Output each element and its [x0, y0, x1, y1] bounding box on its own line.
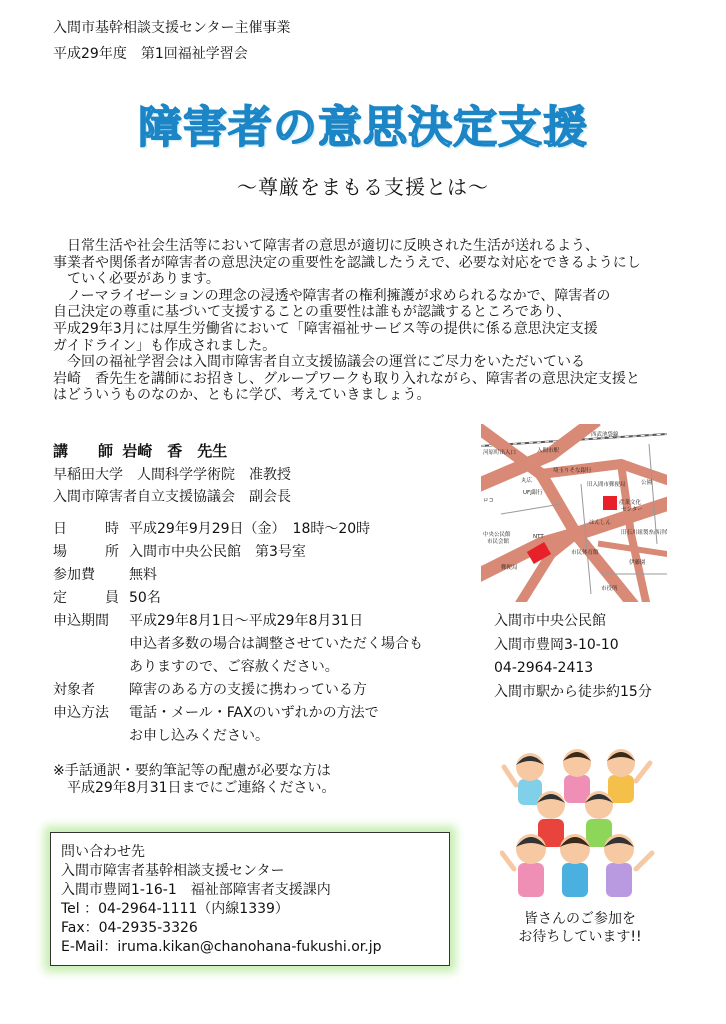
culture-center-marker: [603, 496, 617, 510]
map-label: ロコ: [483, 498, 495, 504]
venue-access: 入間市駅から徒歩約15分: [494, 683, 652, 700]
lecturer-affiliation: 早稲田大学 人間科学学術院 准教授: [53, 467, 291, 483]
contact-box: [50, 832, 450, 966]
map-label: 中央公民館: [483, 532, 511, 538]
note-line: ※手話通訳・要約筆記等の配慮が必要な方は: [53, 763, 331, 779]
map-label: 伊藤園: [629, 560, 646, 566]
map-label: 市民体育館: [571, 550, 599, 556]
sub-title: ～尊厳をまもる支援とは～: [237, 175, 489, 199]
venue-info: [494, 610, 652, 704]
contact-email[interactable]: E-Mail：iruma.kikan@chanohana-fukushi.or.jp: [61, 939, 382, 955]
note-line: 平成29年8月31日までにご連絡ください。: [53, 780, 336, 796]
lecturer-row: [53, 440, 291, 462]
venue-address: 入間市豊岡3-10-10: [494, 636, 619, 653]
contact-fax: Fax：04-2935-3326: [61, 920, 198, 936]
map-label: 旧石川組製糸西洋館: [621, 530, 667, 536]
map-label: UFJ銀行: [523, 490, 543, 496]
intro-line: はどういうものなのか、ともに学び、考えていきましょう。: [53, 387, 431, 404]
map-label: 郵便局: [501, 565, 518, 571]
contact-org: 入間市障害者基幹相談支援センター: [61, 863, 285, 879]
lecturer-label: 講 師: [53, 442, 114, 460]
intro-line: 平成29年3月には厚生労働省において「障害福祉サービス等の提供に係る意思決定支援: [53, 320, 598, 337]
venue-map: [481, 424, 667, 602]
map-label: 公園: [641, 480, 653, 486]
map-label: 旧入間市郵便局: [587, 482, 626, 488]
intro-line: ていく必要があります。: [67, 271, 220, 288]
map-label: 河原町出入口: [483, 450, 517, 456]
contact-address: 入間市豊岡1-16-1 福祉部障害者支援課内: [61, 882, 331, 898]
organizer-line: 入間市基幹相談支援センター主催事業: [53, 20, 291, 36]
lecturer-name: 岩崎 香 先生: [122, 442, 228, 460]
contact-tel: Tel ：04-2964-1111（内線1339）: [61, 901, 289, 917]
closing-message: 皆さんのご参加を お待ちしています!!: [518, 911, 642, 945]
lecturer-affiliation: 入間市障害者自立支援協議会 副会長: [53, 489, 291, 505]
map-label: 産業文化: [619, 500, 642, 506]
map-label: はんしん: [589, 520, 612, 526]
event-name: 平成29年度 第1回福祉学習会: [53, 46, 248, 62]
map-label: 市民会館: [487, 539, 510, 545]
intro-line: 今回の福祉学習会は入間市障害者自立支援協議会の運営にご尽力をいただいている: [67, 354, 585, 371]
contact-heading: 問い合わせ先: [61, 844, 145, 860]
map-label: センター: [621, 507, 643, 513]
venue-phone: 04-2964-2413: [494, 660, 594, 676]
accommodation-note: [53, 763, 336, 797]
intro-line: 事業者や関係者が障害者の意思決定の重要性を認識したうえで、必要な対応をできるようにし: [53, 254, 641, 271]
map-label: NTT: [533, 534, 544, 540]
map-label: 入間市駅: [537, 448, 560, 454]
intro-line: 岩崎 香先生を講師にお招きし、グループワークも取り入れながら、障害者の意思決定支援と: [53, 370, 640, 387]
map-graphic: [481, 424, 667, 602]
main-title: 障害者の意思決定支援: [138, 102, 588, 153]
lecturer-section: [53, 440, 291, 508]
intro-line: ノーマライゼーションの理念の浸透や障害者の権利擁護が求められるなかで、障害者の: [67, 287, 611, 304]
intro-line: 自己決定の尊重に基づいて支援することの重要性は誰もが認識するところであり、: [53, 304, 571, 321]
venue-name: 入間市中央公民館: [494, 613, 606, 629]
map-label: 埼玉りそな銀行: [553, 468, 592, 474]
event-info: 日 時 平成29年9月29日（金） 18時～20時 場 所 入間市中央公民館 第3号室 参加費 無料 定 員 50名 申込期間 平成29年8月1日～平成29年8月31日 申込者多数の場合は調整させていただく場合も ありますので、ご容赦ください。 対象者 障害のある方の支援に携わっている方 申込方法 電話・メール・FAXのいずれかの方法で お申し込みください。: [53, 521, 423, 744]
children-illustration: [500, 745, 660, 905]
map-label: 丸広: [521, 478, 533, 484]
intro-text: [53, 238, 693, 404]
intro-line: ガイドライン」も作成されました。: [53, 337, 277, 354]
map-label: 市役所: [601, 586, 618, 592]
map-label: 西武池袋線: [591, 432, 619, 438]
kids-group-icon: [502, 749, 652, 897]
intro-line: 日常生活や社会生活等において障害者の意思が適切に反映された生活が送れるよう、: [67, 238, 599, 254]
